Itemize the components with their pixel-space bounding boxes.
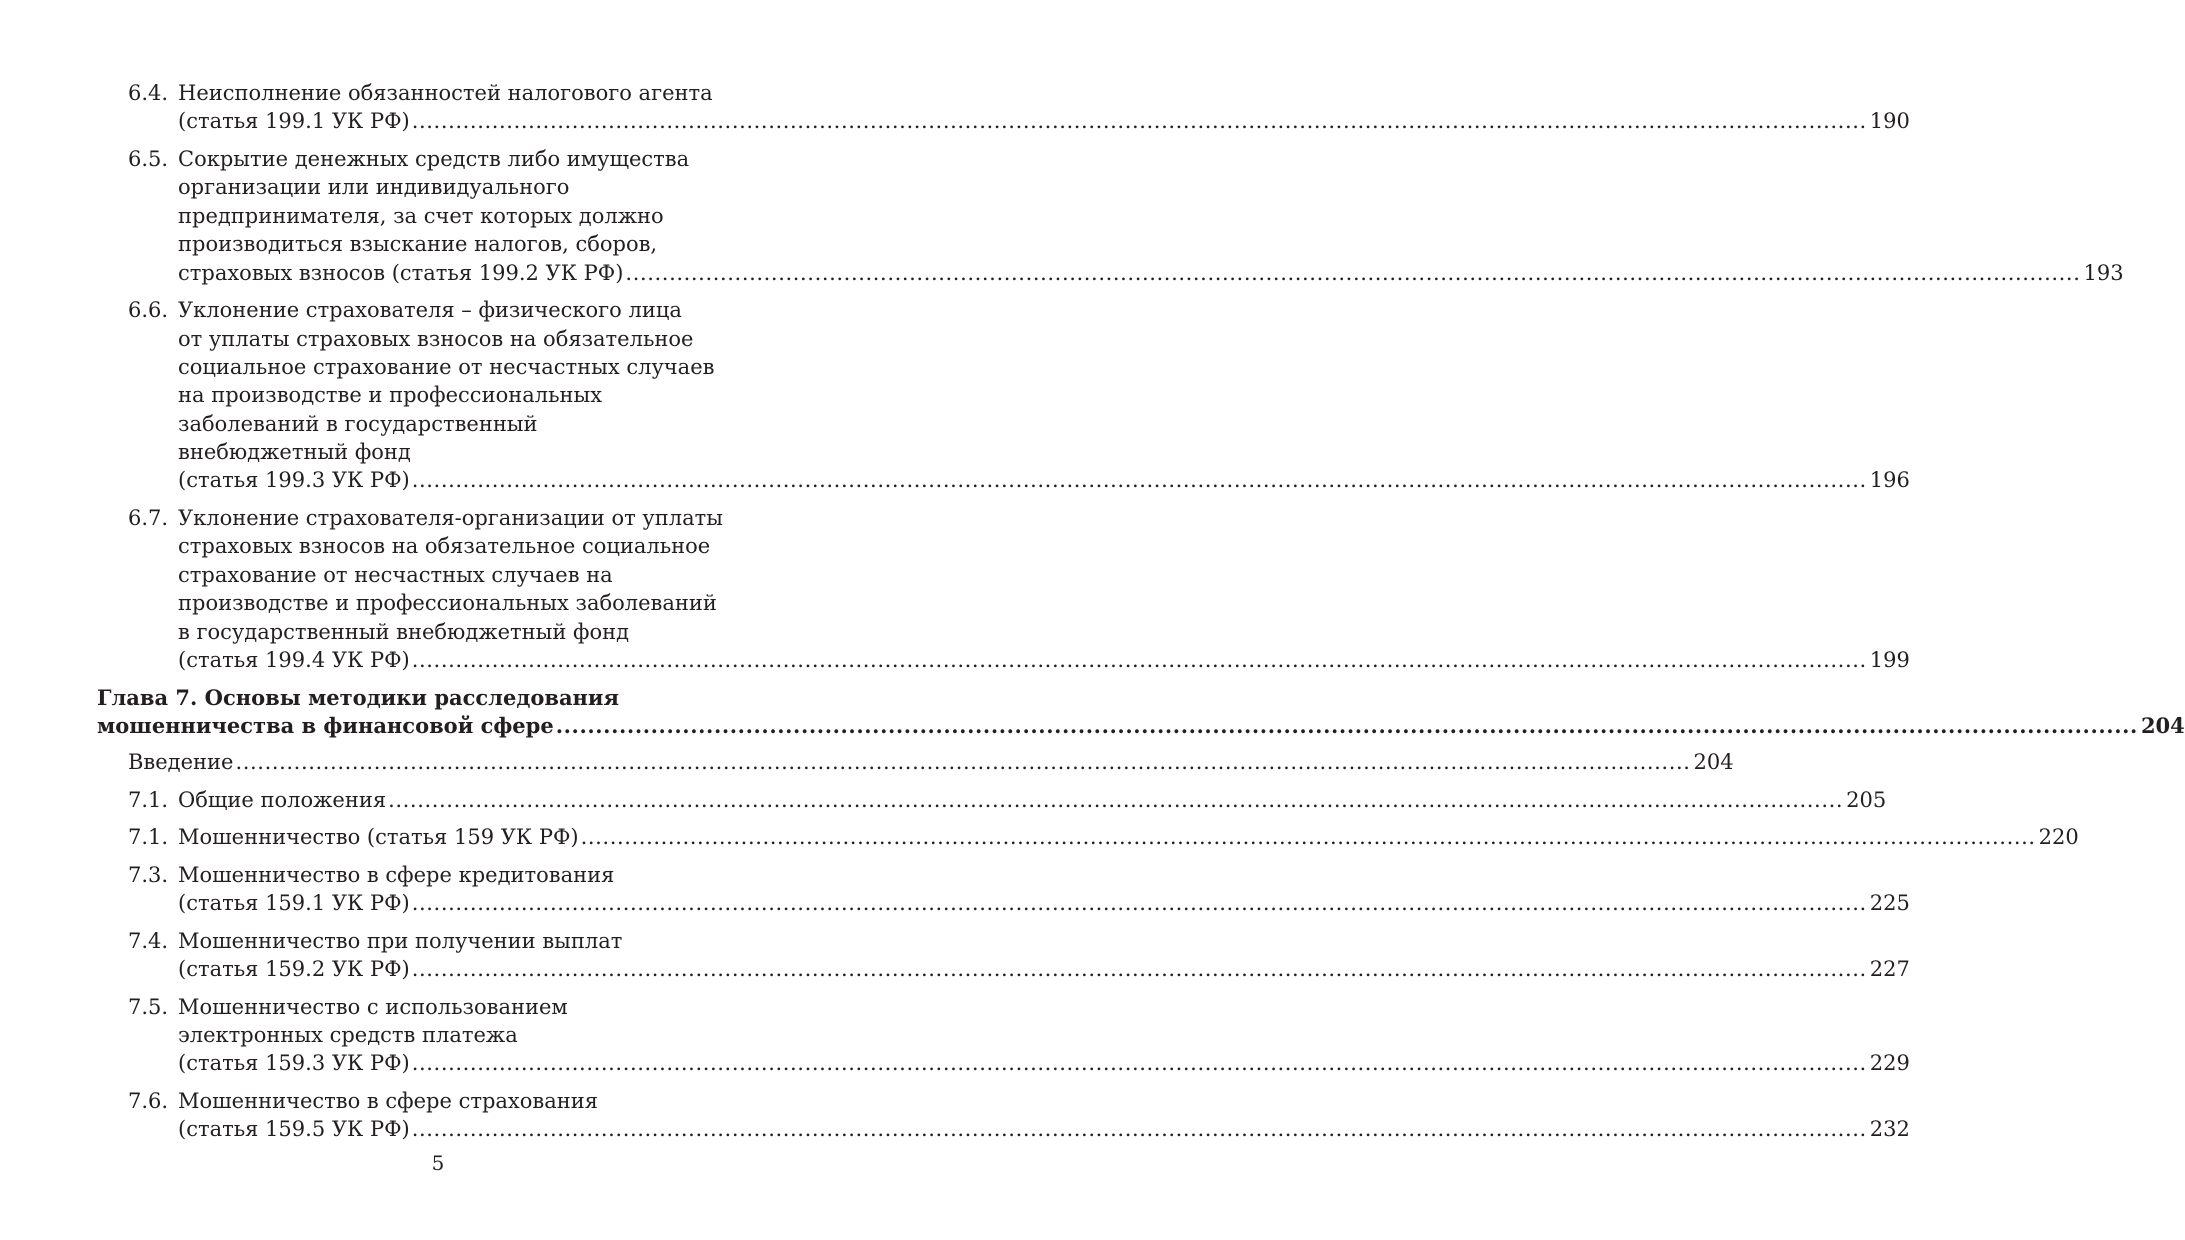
table-of-contents — [0, 79, 2185, 1144]
dot-leader: ........................................................................................................................................................................................................ — [411, 957, 1867, 982]
toc-line — [0, 438, 876, 466]
dot-leader: ........................................................................................................................................................................................................ — [411, 647, 1867, 672]
toc-entry-text: (статья 159.1 УК РФ) — [178, 891, 410, 916]
toc-page-number: 190 — [1869, 109, 1910, 134]
toc-line — [0, 202, 876, 230]
toc-line — [0, 712, 2185, 740]
toc-line — [0, 79, 876, 107]
toc-entry-number: 7.1. — [128, 787, 169, 812]
toc-entry-text: на производстве и профессиональных — [178, 383, 603, 408]
toc-line — [0, 561, 876, 589]
toc-page-number: 205 — [1846, 787, 1887, 812]
toc-entry-text: заболеваний в государственный — [178, 411, 538, 436]
toc-leader-line — [178, 1049, 1910, 1077]
toc-entry-text: Сокрытие денежных средств либо имущества — [178, 146, 690, 171]
toc-entry-text: страхование от несчастных случаев на — [178, 562, 613, 587]
toc-leader-line — [178, 889, 1910, 917]
dot-leader: ........................................................................................................................................................................................................ — [411, 1117, 1867, 1142]
dot-leader: ........................................................................................................................................................................................................ — [625, 260, 2081, 285]
toc-line — [0, 646, 1910, 674]
toc-line — [0, 786, 1887, 814]
toc-line — [0, 889, 1910, 917]
toc-entry-text: Мошенничество с использованием — [178, 994, 568, 1019]
toc-leader-line — [178, 1115, 1910, 1143]
toc-entry-text: от уплаты страховых взносов на обязательное — [178, 326, 694, 351]
toc-leader-line — [178, 259, 2124, 287]
toc-entry — [0, 927, 1910, 984]
dot-leader: ........................................................................................................................................................................................................ — [555, 712, 2138, 738]
toc-page-number: 232 — [1869, 1117, 1910, 1142]
toc-page-number: 225 — [1869, 891, 1910, 916]
toc-line — [0, 823, 2079, 851]
toc-chapter-heading — [0, 684, 2185, 741]
toc-page-number: 204 — [2140, 712, 2185, 738]
toc-entry-text: социальное страхование от несчастных случаев — [178, 354, 715, 379]
toc-line — [0, 993, 876, 1021]
toc-line — [0, 1115, 1910, 1143]
toc-line — [0, 955, 1910, 983]
toc-entry — [0, 861, 1910, 918]
toc-page-number: 199 — [1869, 647, 1910, 672]
toc-line — [0, 1049, 1910, 1077]
toc-line — [0, 684, 876, 712]
toc-entry-text: (статья 199.1 УК РФ) — [178, 109, 410, 134]
toc-entry-text: производстве и профессиональных заболеваний — [178, 591, 717, 616]
toc-line — [0, 325, 876, 353]
toc-line — [0, 532, 876, 560]
toc-line — [0, 618, 876, 646]
toc-line — [0, 381, 876, 409]
toc-entry-text: Уклонение страхователя – физического лица — [178, 298, 682, 323]
toc-entry-number: 7.6. — [128, 1088, 169, 1113]
toc-entry-text: организации или индивидуального — [178, 175, 570, 200]
dot-leader: ........................................................................................................................................................................................................ — [580, 825, 2036, 850]
toc-line — [0, 410, 876, 438]
toc-leader-line — [178, 955, 1910, 983]
toc-entry-text: предпринимателя, за счет которых должно — [178, 203, 664, 228]
toc-line — [0, 1021, 876, 1049]
toc-leader-line — [178, 107, 1910, 135]
toc-entry-number: 6.7. — [128, 506, 169, 531]
toc-entry — [0, 1087, 1910, 1144]
toc-line — [0, 861, 876, 889]
toc-entry-number: 7.1. — [128, 825, 169, 850]
toc-entry-text: Неисполнение обязанностей налогового агента — [178, 81, 713, 105]
toc-entry-number: 6.4. — [128, 81, 169, 105]
toc-page-number: 196 — [1869, 468, 1910, 493]
toc-line — [0, 589, 876, 617]
toc-line — [0, 466, 1910, 494]
toc-entry-number: 7.3. — [128, 862, 169, 887]
toc-entry — [0, 79, 1910, 136]
toc-page-number: 193 — [2083, 260, 2124, 285]
dot-leader: ........................................................................................................................................................................................................ — [388, 787, 1844, 812]
toc-entry-text: Введение — [128, 749, 234, 774]
toc-line — [0, 145, 876, 173]
toc-entry-text: страховых взносов на обязательное социальное — [178, 534, 711, 559]
toc-entry-number: 6.6. — [128, 298, 169, 323]
toc-page-number: 220 — [2038, 825, 2079, 850]
toc-line — [0, 173, 876, 201]
toc-entry-text: (статья 159.5 УК РФ) — [178, 1117, 410, 1142]
toc-line — [0, 353, 876, 381]
toc-line — [0, 296, 876, 324]
dot-leader: ........................................................................................................................................................................................................ — [411, 1051, 1867, 1076]
toc-entry-text: производиться взыскание налогов, сборов, — [178, 232, 658, 257]
toc-entry — [0, 145, 2124, 287]
toc-page-number: 204 — [1693, 749, 1734, 774]
toc-line — [0, 504, 876, 532]
toc-leader-line — [97, 712, 2185, 740]
toc-entry-text: (статья 199.4 УК РФ) — [178, 647, 410, 672]
toc-entry-text: Уклонение страхователя-организации от уплаты — [178, 506, 723, 531]
toc-leader-line — [178, 466, 1910, 494]
toc-entry-text: в государственный внебюджетный фонд — [178, 619, 630, 644]
toc-entry-text: Общие положения — [178, 787, 387, 812]
toc-entry-text: (статья 199.3 УК РФ) — [178, 468, 410, 493]
toc-entry-number: 6.5. — [128, 146, 169, 171]
toc-entry — [0, 823, 2079, 851]
toc-page-number: 227 — [1869, 957, 1910, 982]
toc-entry — [0, 993, 1910, 1078]
toc-entry-text: Глава 7. Основы методики расследования — [97, 684, 620, 710]
toc-page-number: 229 — [1869, 1051, 1910, 1076]
toc-line — [0, 748, 1734, 776]
toc-entry-text: мошенничества в финансовой сфере — [97, 712, 554, 738]
toc-entry-text: (статья 159.3 УК РФ) — [178, 1051, 410, 1076]
toc-line — [0, 259, 2124, 287]
toc-entry-text: страховых взносов (статья 199.2 УК РФ) — [178, 260, 624, 285]
dot-leader: ........................................................................................................................................................................................................ — [411, 891, 1867, 916]
toc-entry-text: (статья 159.2 УК РФ) — [178, 957, 410, 982]
page-number: 5 — [431, 1151, 445, 1175]
toc-entry — [0, 504, 1910, 674]
toc-entry — [0, 296, 1910, 495]
toc-entry-text: внебюджетный фонд — [178, 440, 411, 465]
toc-line — [0, 1087, 876, 1115]
toc-entry-text: Мошенничество в сфере кредитования — [178, 862, 615, 887]
toc-entry-number: 7.5. — [128, 994, 169, 1019]
toc-entry-number: 7.4. — [128, 928, 169, 953]
toc-leader-line — [178, 786, 1887, 814]
toc-entry-text: Мошенничество в сфере страхования — [178, 1088, 598, 1113]
toc-line — [0, 927, 876, 955]
dot-leader: ........................................................................................................................................................................................................ — [235, 749, 1691, 774]
toc-entry-text: Мошенничество при получении выплат — [178, 928, 623, 953]
toc-line — [0, 107, 1910, 135]
dot-leader: ........................................................................................................................................................................................................ — [411, 468, 1867, 493]
toc-line — [0, 230, 876, 258]
toc-entry — [0, 786, 1887, 814]
toc-entry — [0, 748, 1734, 776]
toc-entry-text: электронных средств платежа — [178, 1023, 518, 1047]
toc-leader-line — [178, 823, 2079, 851]
toc-leader-line — [128, 748, 1734, 776]
dot-leader: ........................................................................................................................................................................................................ — [411, 109, 1867, 134]
toc-entry-text: Мошенничество (статья 159 УК РФ) — [178, 825, 579, 850]
toc-leader-line — [178, 646, 1910, 674]
